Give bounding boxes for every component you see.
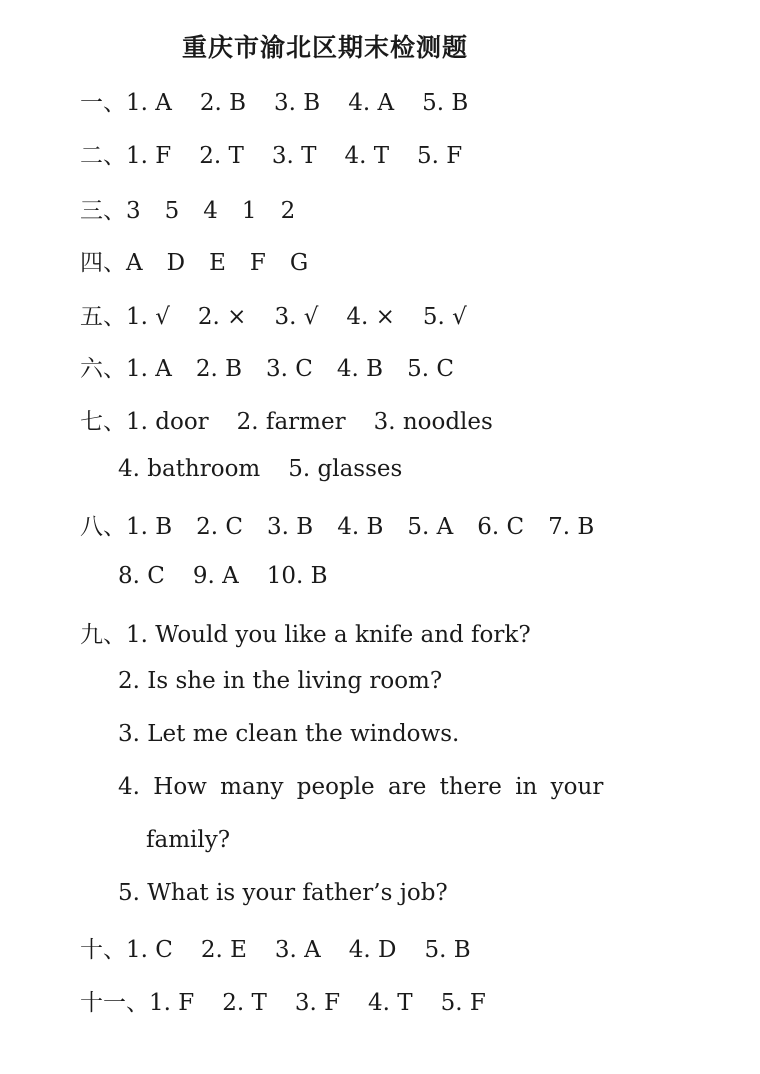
answer-item: 1. A bbox=[126, 356, 172, 382]
section-number: 五、 bbox=[80, 304, 126, 330]
page-title: 重庆市渝北区期末检测题 bbox=[181, 33, 468, 62]
answer-item: 1. F bbox=[149, 990, 195, 1016]
answer-item: 7. B bbox=[548, 514, 595, 540]
section-9-answer-5: 5. What is your father’s job? bbox=[118, 880, 448, 906]
section-number: 十、 bbox=[80, 937, 126, 963]
answer-item: 2. T bbox=[222, 990, 267, 1016]
answer-item: 5. √ bbox=[422, 304, 467, 330]
answer-item: 8. C bbox=[118, 563, 165, 589]
section-2-answers bbox=[80, 137, 490, 170]
answer-item: 3. B bbox=[267, 514, 314, 540]
section-4-answers bbox=[80, 244, 332, 277]
answer-item: 1. F bbox=[126, 143, 172, 169]
answer-item: 5. B bbox=[424, 937, 471, 963]
answer-item: 4. × bbox=[346, 304, 395, 330]
answer-item: 2. B bbox=[195, 356, 243, 382]
answer-item: 5. C bbox=[407, 356, 454, 382]
section-number: 十一、 bbox=[80, 990, 149, 1016]
section-number: 一、 bbox=[80, 90, 126, 116]
section-9-answer-3: 3. Let me clean the windows. bbox=[118, 721, 460, 747]
answer-item: 3. B bbox=[274, 90, 321, 116]
answer-item: 3. √ bbox=[274, 304, 319, 330]
answer-item: 2. B bbox=[199, 90, 247, 116]
section-number: 七、 bbox=[80, 409, 126, 435]
answer-item: 4 bbox=[203, 198, 218, 224]
answer-item: 2. T bbox=[199, 143, 244, 169]
section-number: 二、 bbox=[80, 143, 126, 169]
answer-item: 1. C bbox=[126, 937, 173, 963]
answer-item: 4. bathroom bbox=[118, 456, 261, 482]
answer-item: 1. door bbox=[126, 409, 209, 435]
section-number: 九、 bbox=[80, 622, 126, 648]
answer-item: 3 bbox=[126, 198, 141, 224]
answer-item: 4. A bbox=[348, 90, 395, 116]
answer-item: 5. F bbox=[417, 143, 463, 169]
answer-item: 4. B bbox=[336, 356, 384, 382]
section-number: 六、 bbox=[80, 356, 126, 382]
section-8-answers-continued bbox=[118, 563, 356, 589]
answer-item: D bbox=[166, 250, 186, 276]
answer-item: 3. C bbox=[266, 356, 313, 382]
answer-item: 1. B bbox=[126, 514, 173, 540]
answer-item: 2. E bbox=[200, 937, 247, 963]
answer-item: 4. T bbox=[368, 990, 413, 1016]
answer-sentence: 1. Would you like a knife and fork? bbox=[126, 622, 531, 648]
answer-item: 1. A bbox=[126, 90, 172, 116]
answer-item: 2 bbox=[280, 198, 296, 224]
section-number: 八、 bbox=[80, 514, 126, 540]
answer-item: 10. B bbox=[266, 563, 328, 589]
answer-item: 3. noodles bbox=[373, 409, 493, 435]
section-8-answers bbox=[80, 508, 618, 541]
answer-item: 5. A bbox=[407, 514, 454, 540]
answer-item: F bbox=[249, 250, 266, 276]
section-9-answer-4: 4. How many people are there in your bbox=[118, 774, 604, 800]
answer-item: 6. C bbox=[477, 514, 525, 540]
section-7-answers bbox=[80, 403, 521, 436]
answer-item: 5. F bbox=[440, 990, 486, 1016]
answer-item: 3. F bbox=[294, 990, 341, 1016]
section-1-answers bbox=[80, 84, 496, 117]
answer-item: 4. B bbox=[337, 514, 384, 540]
section-6-answers bbox=[80, 350, 478, 383]
section-9-answer-4-continued: family? bbox=[146, 827, 231, 853]
answer-item: 3. T bbox=[271, 143, 317, 169]
answer-item: G bbox=[289, 250, 309, 276]
answer-item: 9. A bbox=[192, 563, 239, 589]
section-11-answers bbox=[80, 984, 514, 1017]
section-number: 四、 bbox=[80, 250, 126, 276]
answer-item: 5. B bbox=[422, 90, 469, 116]
section-3-answers bbox=[80, 192, 319, 225]
answer-item: 5. glasses bbox=[288, 456, 403, 482]
section-10-answers bbox=[80, 931, 499, 964]
answer-item: 2. C bbox=[196, 514, 244, 540]
answer-item: 4. T bbox=[344, 143, 390, 169]
answer-item: 2. × bbox=[197, 304, 247, 330]
answer-item: 2. farmer bbox=[236, 409, 346, 435]
answer-item: E bbox=[209, 250, 226, 276]
answer-item: 4. D bbox=[348, 937, 397, 963]
answer-item: A bbox=[126, 250, 143, 276]
answer-item: 1. √ bbox=[126, 304, 170, 330]
answer-item: 3. A bbox=[274, 937, 321, 963]
section-9-answer-2: 2. Is she in the living room? bbox=[118, 668, 443, 694]
answer-item: 1 bbox=[241, 198, 257, 224]
section-number: 三、 bbox=[80, 198, 126, 224]
section-5-answers bbox=[80, 298, 495, 331]
section-7-answers-continued bbox=[118, 456, 430, 482]
section-9-answer-1 bbox=[80, 616, 531, 649]
answer-item: 5 bbox=[164, 198, 180, 224]
